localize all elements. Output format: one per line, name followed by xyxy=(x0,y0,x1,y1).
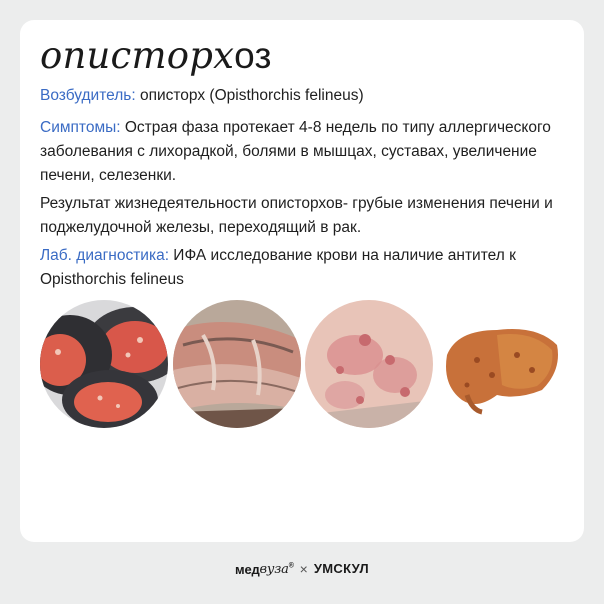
brand-medvuza-italic: вуза xyxy=(259,561,289,577)
brand-medvuza-bold: мед xyxy=(235,561,260,577)
footer-brands xyxy=(0,560,604,582)
brand-umskul: УМСКУЛ xyxy=(313,561,369,577)
liver-image xyxy=(437,300,565,428)
result-paragraph xyxy=(40,192,565,240)
pathogen-paragraph xyxy=(40,84,565,108)
skin-rash-image xyxy=(305,300,433,428)
diagnostics-label: Лаб. диагностика: xyxy=(40,247,169,264)
title-regular: оз xyxy=(234,35,272,76)
illustrations-row xyxy=(40,300,565,430)
pathogen-text: описторх (Opisthorchis felineus) xyxy=(135,87,364,104)
cross-icon: × xyxy=(299,560,308,577)
brand-medvuza xyxy=(235,561,294,576)
page-title xyxy=(40,34,272,78)
registered-mark: ® xyxy=(288,562,294,570)
fish-steaks-image xyxy=(40,300,168,428)
raw-fish-image xyxy=(173,300,301,428)
content-card xyxy=(20,20,584,542)
title-italic: описторх xyxy=(40,34,235,77)
pathogen-label: Возбудитель: xyxy=(40,87,136,104)
result-text: Результат жизнедеятельности описторхов- грубые изменения печени и поджелудочной железы, переходящий в рак. xyxy=(40,195,553,236)
diagnostics-text: ИФА исследование крови на наличие антител к Opisthorchis felineus xyxy=(40,247,516,288)
symptoms-label: Симптомы: xyxy=(40,119,121,136)
diagnostics-paragraph xyxy=(40,244,565,292)
symptoms-text: Острая фаза протекает 4-8 недель по типу аллергического заболевания с лихорадкой, болями в мышцах, суставах, увеличение печени, селезенки. xyxy=(40,119,551,184)
symptoms-paragraph xyxy=(40,116,565,188)
